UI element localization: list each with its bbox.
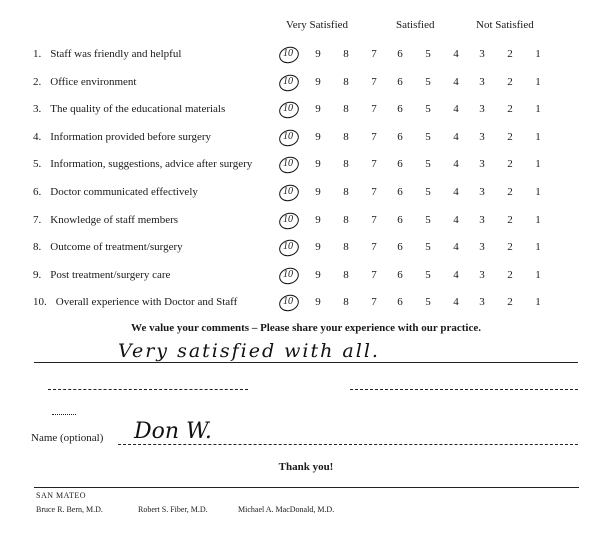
rating-option-9: 9 xyxy=(315,241,321,254)
rating-option-5: 5 xyxy=(425,158,431,171)
question-label xyxy=(33,76,137,88)
rating-option-5: 5 xyxy=(425,213,431,226)
question-row xyxy=(0,99,612,121)
question-number: 8. xyxy=(33,241,42,254)
question-label xyxy=(33,186,198,198)
question-number: 4. xyxy=(33,130,42,143)
rating-option-3: 3 xyxy=(479,241,485,254)
selected-rating-circle xyxy=(277,210,301,231)
question-row xyxy=(0,182,612,204)
rating-option-9: 9 xyxy=(315,186,321,198)
rating-option-8: 8 xyxy=(343,268,349,281)
rating-option-6: 6 xyxy=(397,75,403,88)
rating-option-6: 6 xyxy=(397,241,403,254)
rating-option-2: 2 xyxy=(507,48,513,60)
rating-option-4: 4 xyxy=(453,296,459,309)
rating-option-8: 8 xyxy=(343,75,349,88)
header-satisfied: Satisfied xyxy=(396,19,435,31)
handwritten-comment: Very satisfied with all. xyxy=(118,340,380,362)
rating-option-3: 3 xyxy=(479,158,485,171)
question-number: 7. xyxy=(33,213,42,226)
comment-line-2a xyxy=(48,389,248,390)
rating-option-1: 1 xyxy=(535,268,541,281)
rating-option-2: 2 xyxy=(507,75,513,88)
rating-option-8: 8 xyxy=(343,130,349,143)
rating-option-1: 1 xyxy=(535,241,541,254)
question-number: 3. xyxy=(33,103,42,116)
selected-rating-circle xyxy=(277,155,301,176)
question-text: Knowledge of staff members xyxy=(50,213,179,226)
question-row xyxy=(0,265,612,287)
rating-option-2: 2 xyxy=(507,130,513,143)
rating-option-6: 6 xyxy=(397,103,403,116)
question-row xyxy=(0,72,612,94)
rating-option-5: 5 xyxy=(425,48,431,60)
rating-option-1: 1 xyxy=(535,130,541,143)
question-label xyxy=(33,131,211,143)
rating-option-4: 4 xyxy=(453,186,459,198)
rating-option-6: 6 xyxy=(397,130,403,143)
rating-option-9: 9 xyxy=(315,296,321,309)
question-number: 5. xyxy=(33,158,42,171)
question-number: 6. xyxy=(33,186,42,198)
question-row xyxy=(0,44,612,66)
rating-option-10: 10 xyxy=(283,241,293,253)
question-text: The quality of the educational materials xyxy=(50,103,226,116)
comment-line-2b xyxy=(350,389,578,390)
rating-option-4: 4 xyxy=(453,158,459,171)
rating-option-10: 10 xyxy=(283,158,293,170)
selected-rating-circle xyxy=(277,265,301,286)
rating-option-10: 10 xyxy=(283,130,293,142)
rating-option-7: 7 xyxy=(371,241,377,254)
rating-option-7: 7 xyxy=(371,48,377,60)
rating-option-10: 10 xyxy=(283,186,293,197)
rating-option-10: 10 xyxy=(283,268,293,280)
rating-option-6: 6 xyxy=(397,268,403,281)
rating-option-5: 5 xyxy=(425,296,431,309)
rating-option-5: 5 xyxy=(425,268,431,281)
rating-option-7: 7 xyxy=(371,268,377,281)
rating-option-1: 1 xyxy=(535,75,541,88)
rating-option-9: 9 xyxy=(315,130,321,143)
question-row xyxy=(0,154,612,176)
rating-option-7: 7 xyxy=(371,186,377,198)
rating-option-9: 9 xyxy=(315,158,321,171)
selected-rating-circle xyxy=(277,127,301,148)
selected-rating-circle xyxy=(277,182,301,203)
comment-line-3 xyxy=(52,414,76,415)
question-text: Information provided before surgery xyxy=(50,130,212,143)
rating-option-7: 7 xyxy=(371,130,377,143)
rating-option-6: 6 xyxy=(397,186,403,198)
rating-option-1: 1 xyxy=(535,186,541,198)
comment-line-1 xyxy=(34,362,578,363)
rating-option-3: 3 xyxy=(479,268,485,281)
question-row xyxy=(0,237,612,259)
rating-option-8: 8 xyxy=(343,103,349,116)
rating-option-1: 1 xyxy=(535,103,541,116)
question-number: 10. xyxy=(33,296,47,309)
question-row xyxy=(0,127,612,149)
rating-option-7: 7 xyxy=(371,158,377,171)
rating-option-4: 4 xyxy=(453,103,459,116)
rating-option-2: 2 xyxy=(507,213,513,226)
question-text: Staff was friendly and helpful xyxy=(50,48,182,60)
question-row xyxy=(0,292,612,314)
rating-option-9: 9 xyxy=(315,103,321,116)
question-text: Office environment xyxy=(50,75,137,88)
selected-rating-circle xyxy=(277,237,301,258)
rating-option-1: 1 xyxy=(535,296,541,309)
question-text: Information, suggestions, advice after surgery xyxy=(50,158,253,171)
comments-prompt: We value your comments – Please share your experience with our practice. xyxy=(131,322,481,334)
question-text: Doctor communicated effectively xyxy=(50,186,198,198)
rating-option-3: 3 xyxy=(479,296,485,309)
question-label xyxy=(33,241,183,253)
rating-option-4: 4 xyxy=(453,130,459,143)
footer-location: SAN MATEO xyxy=(36,491,87,500)
rating-option-8: 8 xyxy=(343,48,349,60)
question-label xyxy=(33,103,225,115)
rating-option-2: 2 xyxy=(507,296,513,309)
rating-option-3: 3 xyxy=(479,48,485,60)
rating-option-6: 6 xyxy=(397,213,403,226)
rating-option-1: 1 xyxy=(535,213,541,226)
rating-option-3: 3 xyxy=(479,130,485,143)
rating-option-1: 1 xyxy=(535,158,541,171)
rating-option-10: 10 xyxy=(283,75,293,87)
rating-option-8: 8 xyxy=(343,186,349,198)
rating-option-6: 6 xyxy=(397,48,403,60)
question-label xyxy=(33,296,237,308)
rating-option-6: 6 xyxy=(397,158,403,171)
rating-option-2: 2 xyxy=(507,158,513,171)
selected-rating-circle xyxy=(277,293,301,314)
rating-option-5: 5 xyxy=(425,130,431,143)
header-not-satisfied: Not Satisfied xyxy=(476,19,534,31)
rating-option-2: 2 xyxy=(507,268,513,281)
rating-option-5: 5 xyxy=(425,241,431,254)
rating-option-5: 5 xyxy=(425,103,431,116)
rating-option-3: 3 xyxy=(479,213,485,226)
rating-option-8: 8 xyxy=(343,296,349,309)
rating-option-8: 8 xyxy=(343,213,349,226)
footer-rule xyxy=(34,487,579,488)
name-label: Name (optional) xyxy=(31,432,104,444)
handwritten-name: Don W. xyxy=(134,419,212,444)
question-text: Outcome of treatment/surgery xyxy=(50,241,183,254)
rating-option-3: 3 xyxy=(479,75,485,88)
rating-option-10: 10 xyxy=(283,48,293,59)
question-number: 9. xyxy=(33,268,42,281)
rating-option-2: 2 xyxy=(507,241,513,254)
rating-option-3: 3 xyxy=(479,186,485,198)
rating-option-7: 7 xyxy=(371,103,377,116)
selected-rating-circle xyxy=(277,99,301,120)
rating-option-1: 1 xyxy=(535,48,541,60)
rating-option-5: 5 xyxy=(425,75,431,88)
selected-rating-circle xyxy=(277,72,301,93)
rating-option-10: 10 xyxy=(283,103,293,115)
rating-option-4: 4 xyxy=(453,75,459,88)
rating-option-8: 8 xyxy=(343,158,349,171)
rating-option-2: 2 xyxy=(507,103,513,116)
thank-you: Thank you! xyxy=(278,461,334,473)
question-row xyxy=(0,210,612,232)
rating-option-7: 7 xyxy=(371,296,377,309)
name-line xyxy=(118,444,578,445)
footer-doctor-1: Bruce R. Bern, M.D. xyxy=(36,505,103,514)
rating-option-4: 4 xyxy=(453,268,459,281)
rating-option-5: 5 xyxy=(425,186,431,198)
rating-option-4: 4 xyxy=(453,213,459,226)
rating-option-9: 9 xyxy=(315,48,321,60)
question-label xyxy=(33,214,178,226)
footer-doctor-3: Michael A. MacDonald, M.D. xyxy=(238,505,335,514)
question-text: Post treatment/surgery care xyxy=(50,268,171,281)
header-very-satisfied: Very Satisfied xyxy=(286,19,349,31)
rating-option-7: 7 xyxy=(371,213,377,226)
selected-rating-circle xyxy=(277,44,301,65)
question-label xyxy=(33,158,252,170)
rating-option-2: 2 xyxy=(507,186,513,198)
rating-option-10: 10 xyxy=(283,296,293,308)
question-number: 2. xyxy=(33,75,42,88)
rating-option-8: 8 xyxy=(343,241,349,254)
rating-option-9: 9 xyxy=(315,213,321,226)
rating-option-10: 10 xyxy=(283,213,293,225)
rating-option-9: 9 xyxy=(315,268,321,281)
question-text: Overall experience with Doctor and Staff xyxy=(55,296,238,309)
rating-option-6: 6 xyxy=(397,296,403,309)
rating-option-9: 9 xyxy=(315,75,321,88)
rating-option-4: 4 xyxy=(453,48,459,60)
question-label xyxy=(33,269,170,281)
rating-option-4: 4 xyxy=(453,241,459,254)
rating-option-7: 7 xyxy=(371,75,377,88)
rating-option-3: 3 xyxy=(479,103,485,116)
question-number: 1. xyxy=(33,48,42,60)
footer-doctor-2: Robert S. Fiber, M.D. xyxy=(138,505,208,514)
question-label xyxy=(33,48,181,60)
